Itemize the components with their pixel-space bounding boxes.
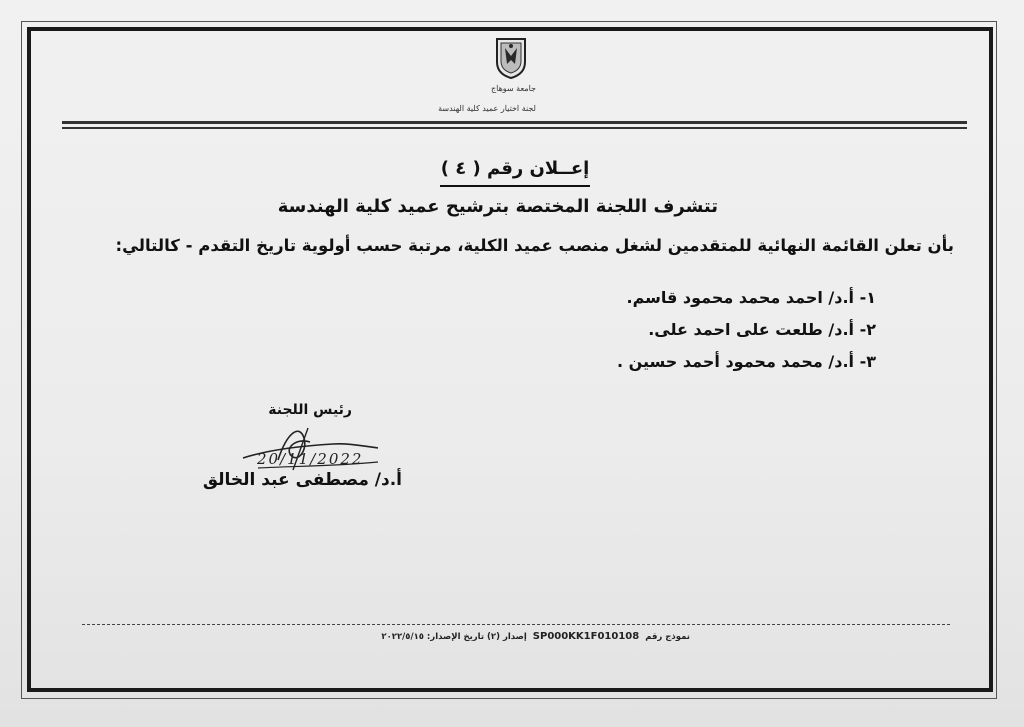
footer-divider bbox=[82, 624, 950, 625]
university-name: جامعة سوهاج bbox=[490, 84, 536, 93]
announcement-subtitle: تتشرف اللجنة المختصة بترشيح عميد كلية الهندسة bbox=[277, 196, 718, 217]
university-logo bbox=[494, 36, 528, 80]
announcement-body: بأن تعلن القائمة النهائية للمتقدمين لشغل منصب عميد الكلية، مرتبة حسب أولوية تاريخ التقدم - كالتالي: bbox=[115, 236, 954, 255]
header-rule bbox=[62, 121, 967, 124]
candidate-item: ١- أ.د/ احمد محمد محمود قاسم. bbox=[626, 288, 876, 307]
form-label: نموذج رقم bbox=[645, 632, 690, 642]
committee-name: لجنة اختيار عميد كلية الهندسة bbox=[438, 104, 536, 113]
form-issue: إصدار (٢) bbox=[487, 632, 527, 642]
candidate-list bbox=[617, 284, 876, 380]
committee-chair-title: رئيس اللجنة bbox=[268, 402, 352, 418]
announcement-title-text: إعــلان رقم ( ٤ ) bbox=[440, 158, 590, 179]
candidate-item: ٣- أ.د/ محمد محمود أحمد حسين . bbox=[616, 352, 876, 371]
candidate-item: ٢- أ.د/ طلعت على احمد على. bbox=[648, 320, 876, 339]
title-underline bbox=[440, 185, 590, 187]
form-footer bbox=[381, 631, 690, 642]
form-issue-date: تاريخ الإصدار: ٢٠٢٢/٥/١٥ bbox=[381, 632, 485, 642]
announcement-title bbox=[440, 158, 590, 179]
signature-date: 20/11/2022 bbox=[257, 450, 364, 468]
header-rule-thin bbox=[62, 127, 967, 129]
form-code: SP000KK1F010108 bbox=[532, 631, 640, 642]
committee-chair-name: أ.د/ مصطفى عبد الخالق bbox=[202, 470, 402, 490]
